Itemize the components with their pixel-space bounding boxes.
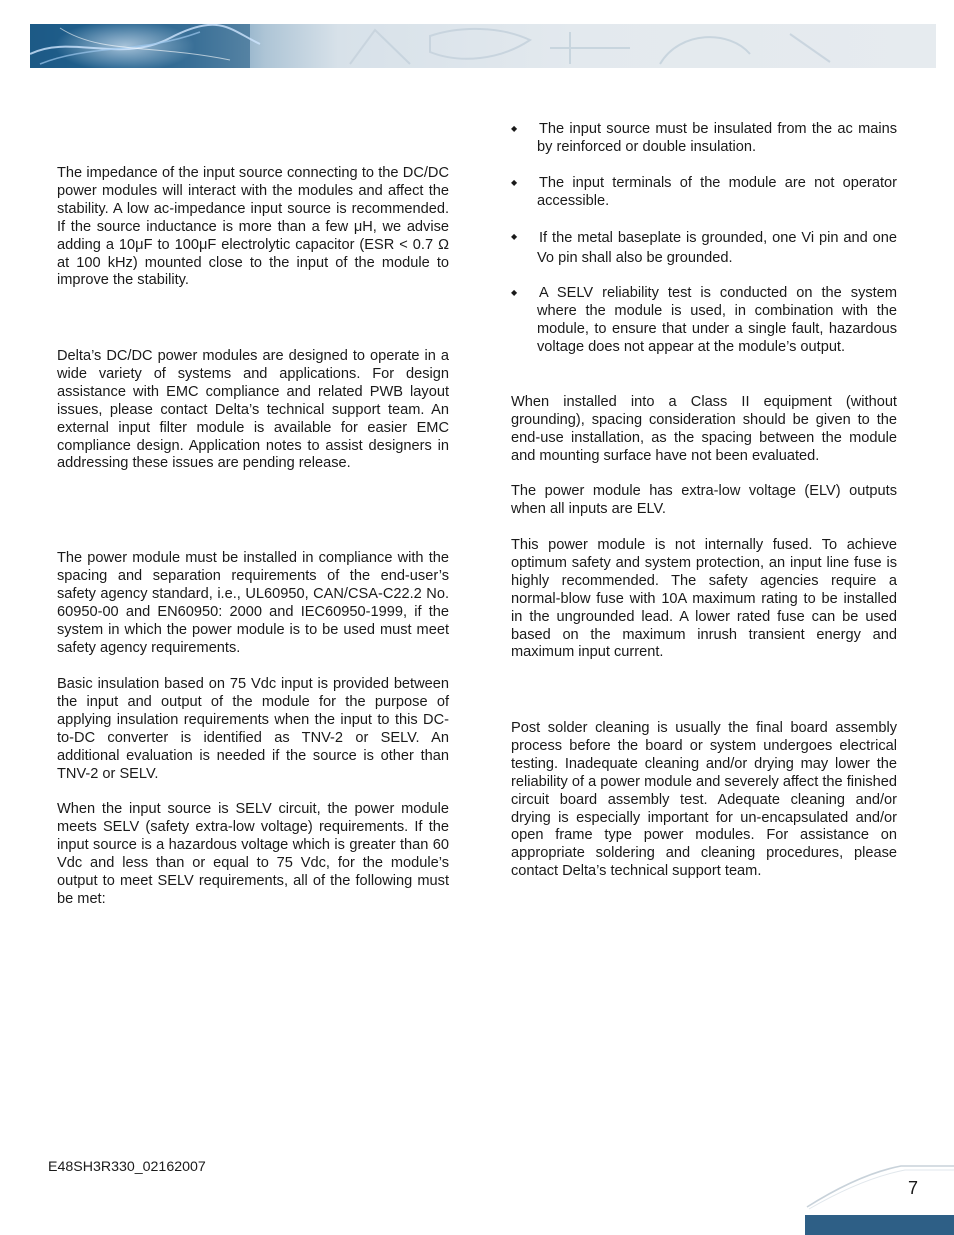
footer-color-bar [805,1215,954,1235]
layout-emc-paragraph: Delta’s DC/DC power modules are designed to operate in a wide variety of systems and applications. For design assistance with EMC compliance and related PWB layout issues, please contact Delta’s technical support team. An external input filter module is available for easier EMC compliance design. Application notes to assist designers in addressing these issues are pending release. [57,348,449,472]
post-solder-cleaning-paragraph: Post solder cleaning is usually the final board assembly process before the board or system undergoes electrical testing. Inadequate cleaning and/or drying may lower the reliability of a power module and severely affect the finished circuit board assembly test. Adequate cleaning and/or drying is especially important for un-encapsulated and/or open frame type power modules. For assistance on appropriate soldering and cleaning procedures, please contact Delta’s technical support team. [511,720,897,880]
header-banner [30,24,936,68]
bullet-text: If the metal baseplate is grounded, one Vi pin and one Vo pin shall also be grounded. [537,230,897,266]
safety-compliance-paragraph: The power module must be installed in compliance with the spacing and separation requirements of the end-user’s safety agency standard, i.e., UL60950, CAN/CSA-C22.2 No. 60950-00 and EN60950: 2000 and IEC60950-1999, if the system in which the power module is to be used must meet safety agency requirements. [57,550,449,656]
bullet-item [511,174,897,210]
elv-outputs-paragraph: The power module has extra-low voltage (ELV) outputs when all inputs are ELV. [511,483,897,517]
page-number: 7 [908,1178,919,1198]
input-source-impedance-paragraph: The impedance of the input source connecting to the DC/DC power modules will interact with the modules and affect the stability. A low ac-impedance input source is recommended. If the source inductance is more than a few μH, we advise adding a 10μF to 100μF electrolytic capacitor (ESR < 0.7 Ω at 100 kHz) mounted close to the input of the module to improve the stability. [57,165,449,289]
bullet-text: The input source must be insulated from the ac mains by reinforced or double insulation. [537,121,897,155]
diamond-bullet-icon: ◆ [511,232,518,241]
class-ii-equipment-paragraph: When installed into a Class II equipment (without grounding), spacing consideration should be given to the end-use installation, as the spacing between the module and mounting surface have not been evaluated. [511,394,897,464]
document-code: E48SH3R330_02162007 [48,1159,206,1175]
selv-requirements-paragraph: When the input source is SELV circuit, the power module meets SELV (safety extra-low voltage) requirements. If the input source is a hazardous voltage which is greater than 60 Vdc and less than or equal to 75 Vdc, for the module’s output to meet SELV requirements, all of the following must be met: [57,801,449,907]
footer-decoration [805,1163,954,1235]
diamond-bullet-icon: ◆ [511,288,518,297]
diamond-bullet-icon: ◆ [511,178,518,187]
basic-insulation-paragraph: Basic insulation based on 75 Vdc input is provided between the input and output of the module for the purpose of applying insulation requirements when the input to this DC-to-DC converter is identified as TNV-2 or SELV. An additional evaluation is needed if the source is other than TNV-2 or SELV. [57,676,449,782]
header-banner-graphic [30,24,936,68]
bullet-item [511,284,897,356]
diamond-bullet-icon: ◆ [511,124,518,133]
bullet-item [511,228,897,268]
bullet-text: The input terminals of the module are not operator accessible. [537,175,897,209]
input-fuse-paragraph: This power module is not internally fused. To achieve optimum safety and system protection, an input line fuse is highly recommended. The safety agencies require a normal-blow fuse with 10A maximum rating to be installed in the ungrounded lead. A lower rated fuse can be used based on the maximum inrush transient energy and maximum input current. [511,537,897,661]
bullet-text: A SELV reliability test is conducted on the system where the module is used, in combination with the module, to ensure that under a single fault, hazardous voltage does not appear at the module’s output. [537,285,897,355]
bullet-item [511,120,897,156]
